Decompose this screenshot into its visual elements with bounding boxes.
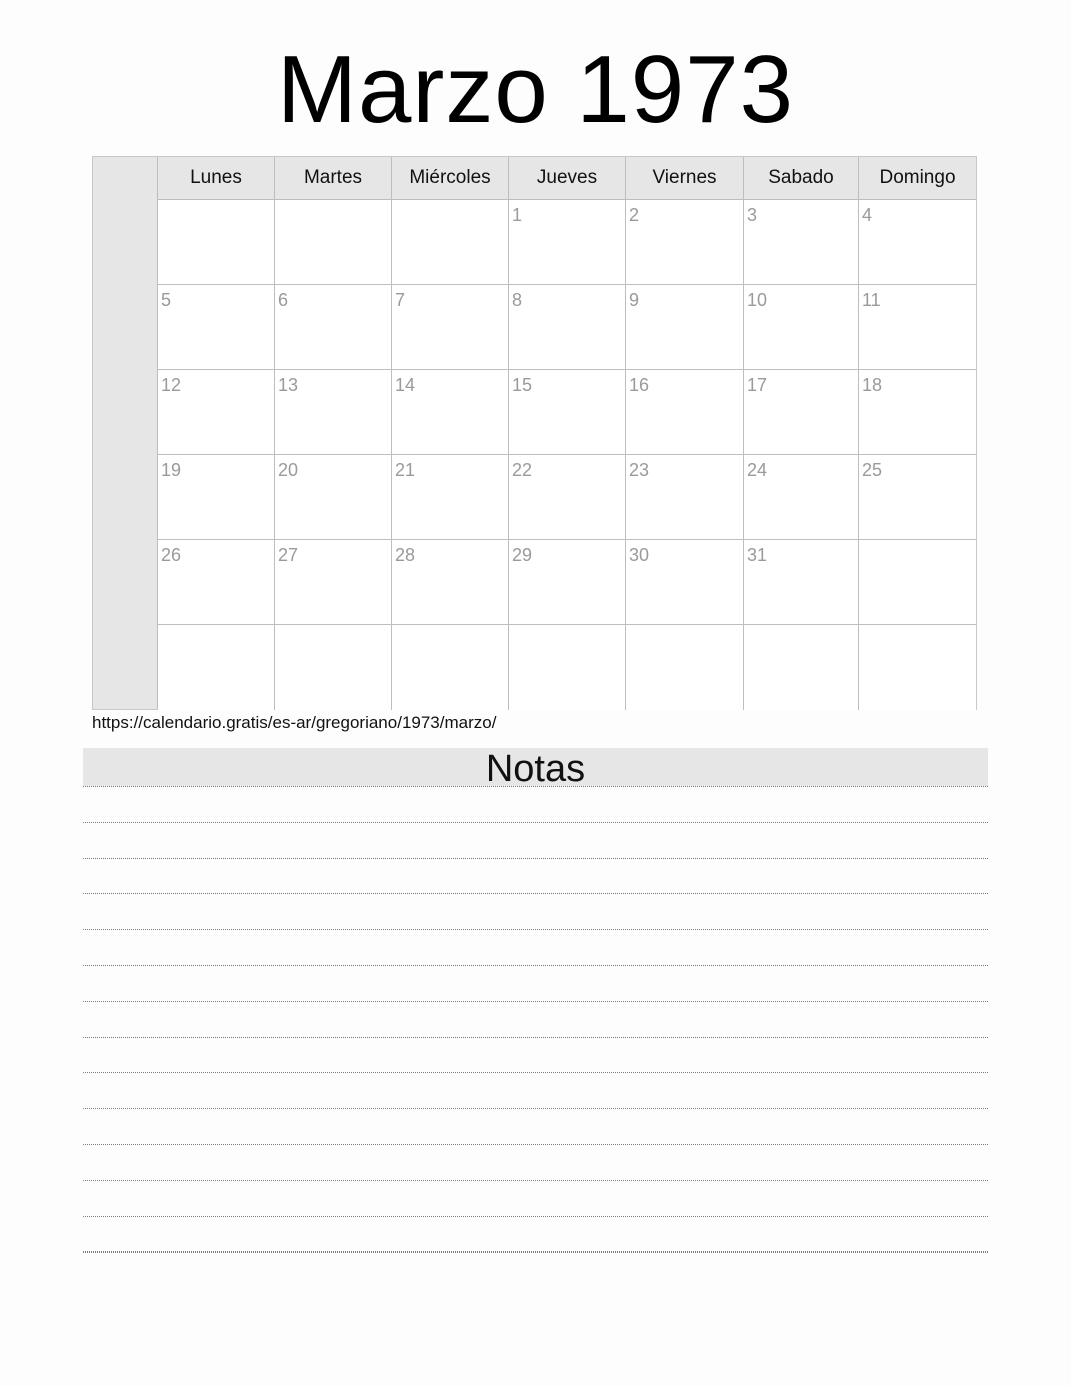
day-number: 15 <box>512 375 533 395</box>
notes-lines <box>83 786 988 1253</box>
day-number: 7 <box>395 290 406 310</box>
day-number: 11 <box>862 290 881 310</box>
calendar-grid <box>92 156 977 710</box>
day-cell <box>859 285 976 370</box>
weekday-header-wednesday: Miércoles <box>392 157 509 200</box>
day-cell <box>744 200 859 285</box>
day-number: 30 <box>629 545 650 565</box>
day-cell <box>392 370 509 455</box>
note-line <box>83 1001 988 1037</box>
day-number: 27 <box>278 545 299 565</box>
day-number: 17 <box>747 375 768 395</box>
day-cell <box>744 625 859 710</box>
day-number: 5 <box>161 290 172 310</box>
day-number: 16 <box>629 375 650 395</box>
day-cell <box>626 200 744 285</box>
day-number: 12 <box>161 375 182 395</box>
day-number: 10 <box>747 290 768 310</box>
day-cell <box>859 540 976 625</box>
day-cell <box>509 625 626 710</box>
day-number: 20 <box>278 460 299 480</box>
day-cell <box>859 200 976 285</box>
weekday-header-friday: Viernes <box>626 157 744 200</box>
day-number: 23 <box>629 460 650 480</box>
day-cell <box>158 455 275 540</box>
note-line <box>83 1037 988 1073</box>
calendar-days <box>158 157 976 709</box>
day-number: 25 <box>862 460 883 480</box>
day-cell <box>275 370 392 455</box>
source-url: https://calendario.gratis/es-ar/gregoriano/1973/marzo/ <box>92 713 497 732</box>
note-line <box>83 1180 988 1216</box>
day-cell <box>392 625 509 710</box>
day-cell <box>158 370 275 455</box>
day-cell <box>392 540 509 625</box>
day-number: 8 <box>512 290 523 310</box>
weekday-header-sunday: Domingo <box>859 157 976 200</box>
day-cell <box>626 625 744 710</box>
day-cell <box>509 285 626 370</box>
day-cell <box>392 285 509 370</box>
day-cell <box>859 625 976 710</box>
note-line <box>83 858 988 894</box>
day-number: 21 <box>395 460 416 480</box>
day-number: 18 <box>862 375 883 395</box>
day-cell <box>626 370 744 455</box>
note-line <box>83 786 988 822</box>
weekday-header-monday: Lunes <box>158 157 275 200</box>
note-line <box>83 1072 988 1108</box>
note-line <box>83 893 988 929</box>
day-cell <box>275 455 392 540</box>
day-cell <box>626 455 744 540</box>
day-cell <box>744 285 859 370</box>
day-cell <box>744 455 859 540</box>
notes-title: Notas <box>83 748 988 786</box>
day-cell <box>275 200 392 285</box>
day-number: 4 <box>862 205 873 225</box>
note-line <box>83 929 988 965</box>
day-cell <box>744 370 859 455</box>
day-cell <box>392 455 509 540</box>
day-cell <box>158 200 275 285</box>
note-line <box>83 1108 988 1144</box>
day-number: 2 <box>629 205 640 225</box>
day-cell <box>509 455 626 540</box>
note-line <box>83 1216 988 1252</box>
day-cell <box>158 625 275 710</box>
note-line <box>83 1144 988 1180</box>
day-cell <box>392 200 509 285</box>
day-number: 26 <box>161 545 182 565</box>
day-number: 29 <box>512 545 533 565</box>
note-line <box>83 822 988 858</box>
weekday-header-saturday: Sabado <box>744 157 859 200</box>
day-cell <box>859 370 976 455</box>
day-number: 22 <box>512 460 533 480</box>
day-number: 19 <box>161 460 182 480</box>
day-cell <box>859 455 976 540</box>
day-cell <box>509 370 626 455</box>
day-cell <box>158 285 275 370</box>
day-number: 28 <box>395 545 416 565</box>
day-cell <box>626 540 744 625</box>
week-number-column <box>93 157 158 709</box>
day-number: 9 <box>629 290 640 310</box>
day-cell <box>744 540 859 625</box>
page-title: Marzo 1973 <box>277 36 794 143</box>
day-cell <box>509 540 626 625</box>
day-cell <box>509 200 626 285</box>
day-cell <box>275 285 392 370</box>
day-number: 3 <box>747 205 758 225</box>
note-line <box>83 965 988 1001</box>
day-cell <box>275 625 392 710</box>
day-number: 13 <box>278 375 299 395</box>
day-number: 31 <box>747 545 768 565</box>
day-number: 1 <box>512 205 523 225</box>
day-cell <box>158 540 275 625</box>
weekday-header-tuesday: Martes <box>275 157 392 200</box>
day-number: 14 <box>395 375 416 395</box>
day-cell <box>275 540 392 625</box>
day-number: 6 <box>278 290 289 310</box>
note-line <box>83 1251 988 1253</box>
day-cell <box>626 285 744 370</box>
day-number: 24 <box>747 460 768 480</box>
weekday-header-thursday: Jueves <box>509 157 626 200</box>
